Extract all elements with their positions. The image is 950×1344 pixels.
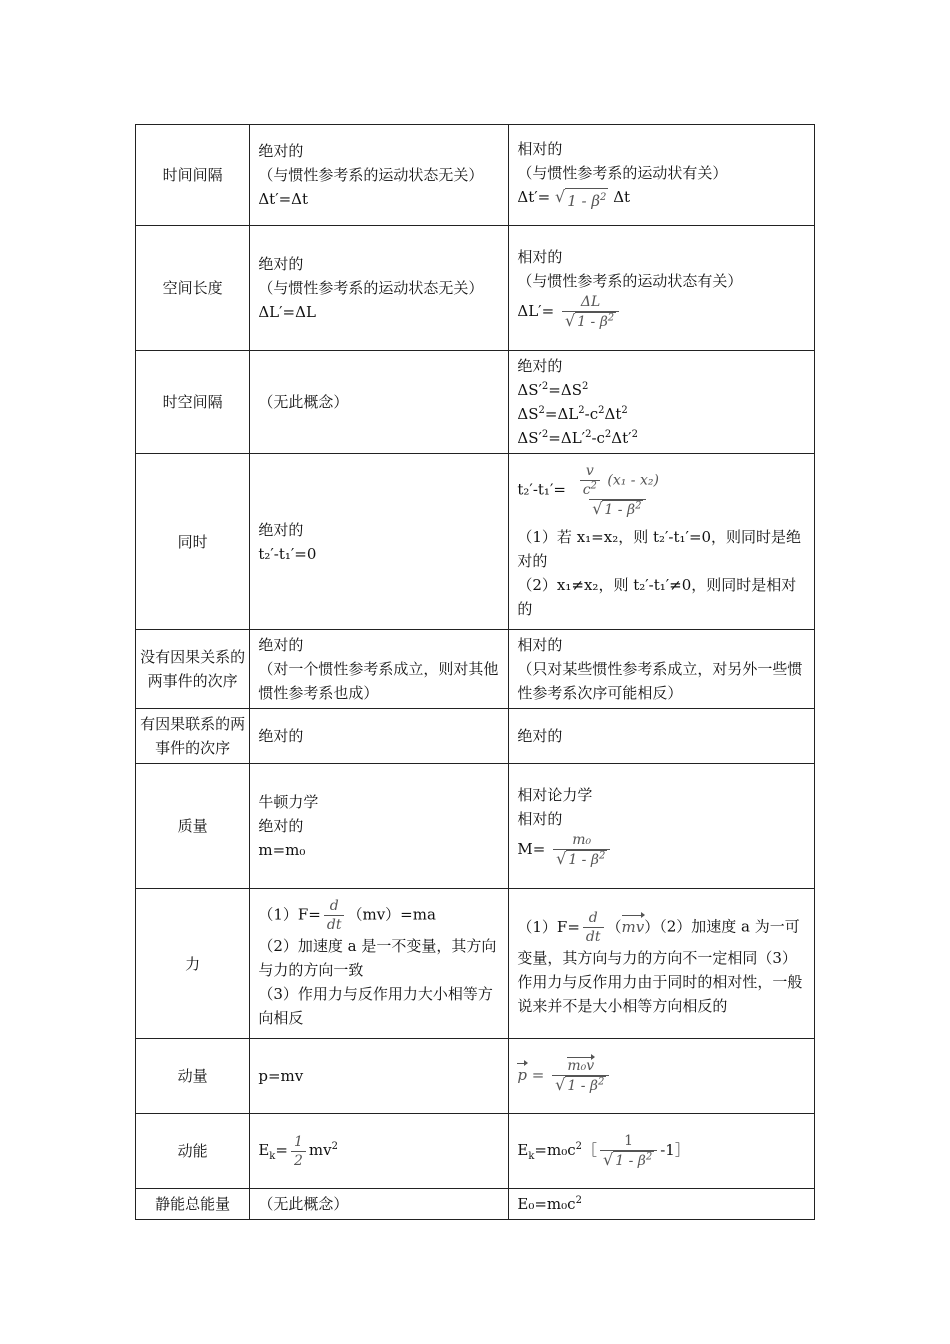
force-formula: （1）F= $\frac{d}{dt}$ （mv）=ma <box>258 898 436 933</box>
relativistic-cell: 相对的 （与惯性参考系的运动状态有关） ΔL′= ΔL √ $1 - \beta^2$ <box>509 226 815 351</box>
simultaneity-formula: t₂′-t₁′= $\frac{v}{c^2}$ (x₁ - x₂) √ $1 - \beta^2$ <box>517 462 806 519</box>
table-row <box>136 454 815 630</box>
classical-cell: 绝对的 （对一个惯性参考系成立，则对其他惯性参考系也成） <box>250 630 509 709</box>
row-label: 动能 <box>136 1114 250 1189</box>
time-dilation-formula: Δt′= √ $1 - \beta^2$ Δt <box>517 185 806 213</box>
row-label: 质量 <box>136 764 250 889</box>
relativistic-cell: t₂′-t₁′= $\frac{v}{c^2}$ (x₁ - x₂) √ $1 - \beta^2$ （1）若 x₁=x₂，则 t₂′-t₁′=0，则同时是绝对的 （2）x₁≠x₂，则 t₂′-t₁′≠0，则同时是相对的 <box>509 454 815 630</box>
relativistic-cell: （1）F= $\frac{d}{dt}$ （mv）（2）加速度 a 为一可变量，其方向与力的方向不一定相同（3）作用力与反作用力由于同时的相对性，一般说来并不是大小相等方向相反的 <box>509 889 815 1039</box>
table-row <box>136 226 815 351</box>
relativistic-cell: 绝对的 <box>509 709 815 764</box>
classical-cell: （1）F= $\frac{d}{dt}$ （mv）=ma （2）加速度 a 是一不变量，其方向与力的方向一致 （3）作用力与反作用力大小相等方向相反 <box>250 889 509 1039</box>
row-label: 力 <box>136 889 250 1039</box>
table-row <box>136 630 815 709</box>
relativistic-cell: 绝对的 $\Delta S'^2=\Delta S^2$ $\Delta S^2=\Delta L^2-c^2\Delta t^2$ $\Delta S'^2=\Delta L'^2-c^2\Delta t'^2$ <box>509 351 815 454</box>
fraction: $\frac{v}{c^2}$ (x₁ - x₂) √ $1 - \beta^2$ <box>574 462 662 519</box>
table-row <box>136 1114 815 1189</box>
row-label: 空间长度 <box>136 226 250 351</box>
classical-cell: 绝对的 （与惯性参考系的运动状态无关） Δt′=Δt <box>250 125 509 226</box>
classical-cell: 绝对的 （与惯性参考系的运动状态无关） ΔL′=ΔL <box>250 226 509 351</box>
table-row <box>136 709 815 764</box>
length-contraction-formula: ΔL′= ΔL √ $1 - \beta^2$ <box>517 293 806 331</box>
row-label: 静能总能量 <box>136 1189 250 1220</box>
relativistic-cell <box>509 1039 815 1114</box>
relativistic-cell <box>509 1114 815 1189</box>
interval-formula-1: $\Delta S'^2=\Delta S^2$ <box>517 381 589 399</box>
relativistic-cell: 相对的 （与惯性参考系的运动状有关） Δt′= √ $1 - \beta^2$ Δt <box>509 125 815 226</box>
table-row <box>136 1039 815 1114</box>
kinetic-energy-formula: $E_k=$ $\frac{1}{2}$ $mv^2$ <box>258 1133 338 1169</box>
table-row <box>136 764 815 889</box>
classical-cell: 绝对的 t₂′-t₁′=0 <box>250 454 509 630</box>
row-label: 没有因果关系的两事件的次序 <box>136 630 250 709</box>
row-label: 时空间隔 <box>136 351 250 454</box>
sqrt-expression: √ $1 - \beta^2$ <box>555 188 608 213</box>
table-row <box>136 351 815 454</box>
relativistic-cell: 相对论力学 相对的 M= m₀ √ $1 - \beta^2$ <box>509 764 815 889</box>
interval-formula-3: $\Delta S'^2=\Delta L'^2-c^2\Delta t'^2$ <box>517 429 638 447</box>
momentum-formula: p = m₀v √ $1 - \beta^2$ <box>517 1066 612 1084</box>
interval-formula-2: $\Delta S^2=\Delta L^2-c^2\Delta t^2$ <box>517 405 628 423</box>
table-row <box>136 889 815 1039</box>
rel-kinetic-energy-formula: $E_k=m_0c^2[$ 1 √ $1 - \beta^2$ -1］ <box>517 1133 690 1169</box>
classical-cell: （无此概念） <box>250 1189 509 1220</box>
table-row <box>136 125 815 226</box>
classical-cell: 绝对的 <box>250 709 509 764</box>
row-label: 时间间隔 <box>136 125 250 226</box>
classical-cell: p=mv <box>250 1039 509 1114</box>
classical-cell <box>250 1114 509 1189</box>
fraction: m₀ √ $1 - \beta^2$ <box>553 831 610 869</box>
classical-cell: 牛顿力学 绝对的 m=m₀ <box>250 764 509 889</box>
classical-cell: （无此概念） <box>250 351 509 454</box>
mass-formula: M= m₀ √ $1 - \beta^2$ <box>517 831 806 869</box>
row-label: 动量 <box>136 1039 250 1114</box>
row-label: 同时 <box>136 454 250 630</box>
row-label: 有因果联系的两事件的次序 <box>136 709 250 764</box>
relativistic-cell: 相对的 （只对某些惯性参考系成立，对另外一些惯性参考系次序可能相反） <box>509 630 815 709</box>
fraction: ΔL √ $1 - \beta^2$ <box>562 293 619 331</box>
comparison-table <box>135 124 815 1220</box>
table-row <box>136 1189 815 1220</box>
relativistic-cell: $E_0=m_0c^2$ <box>509 1189 815 1220</box>
rel-force-formula: （1）F= $\frac{d}{dt}$ （mv） <box>517 910 660 945</box>
